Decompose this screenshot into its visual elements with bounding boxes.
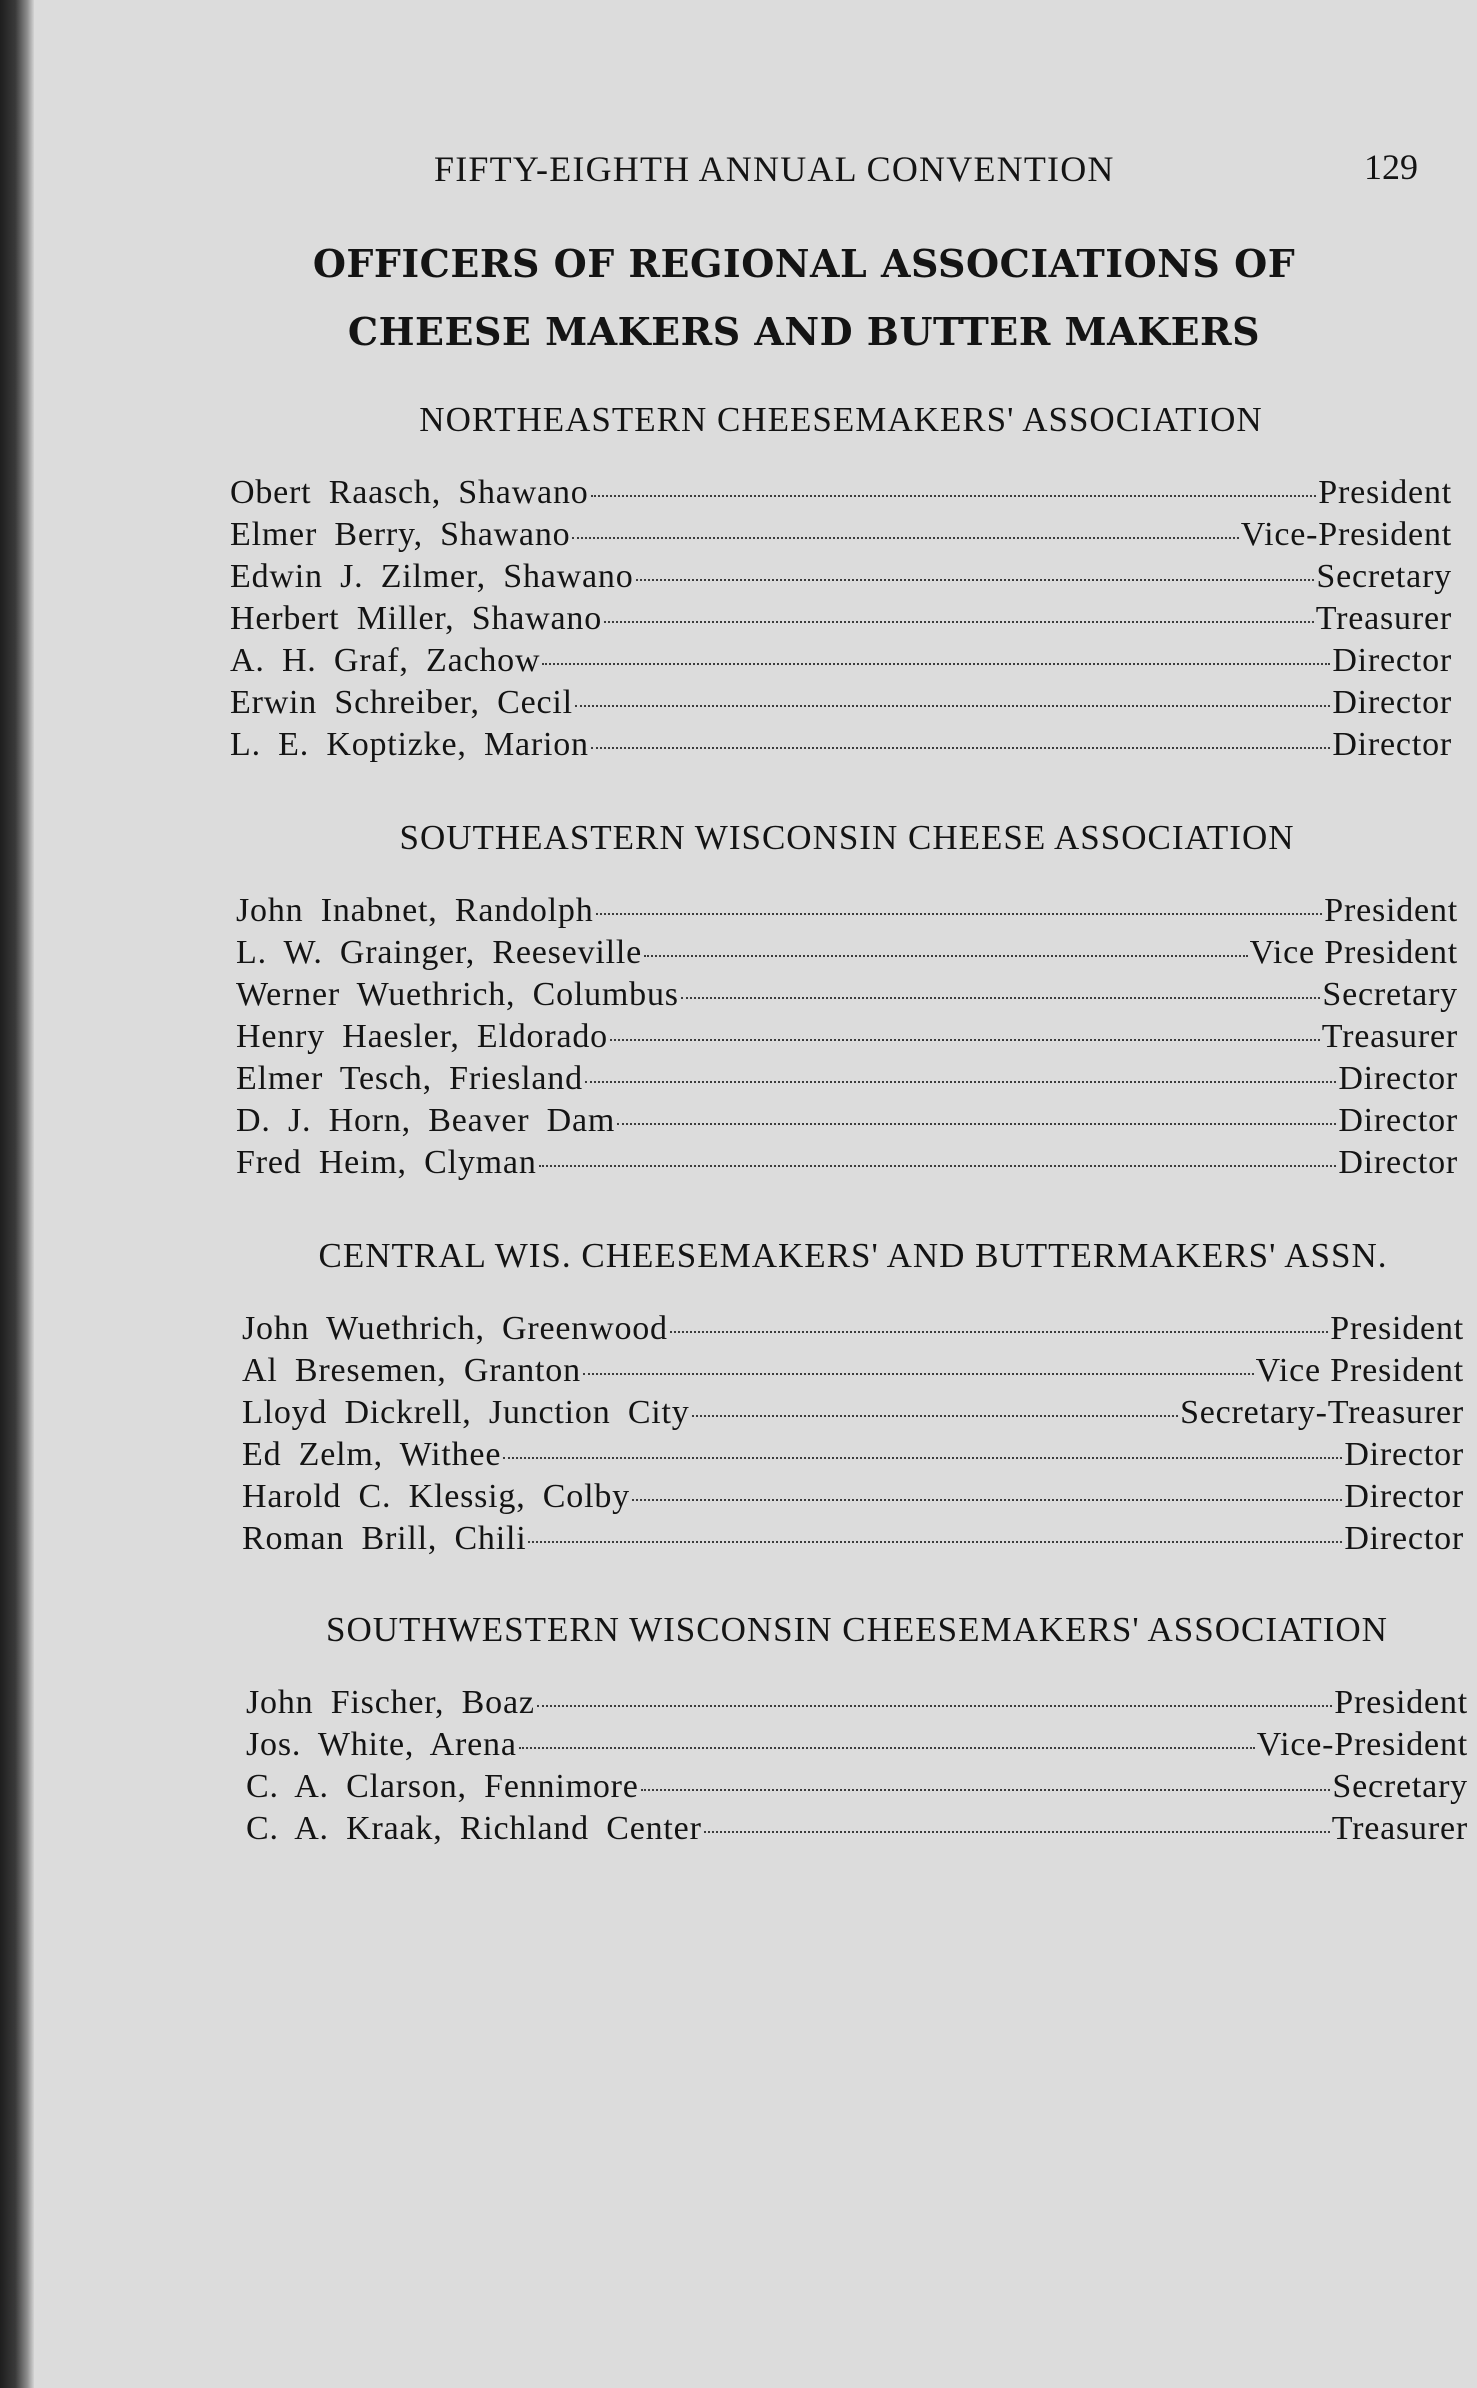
book-binding-shadow — [0, 0, 34, 2388]
officer-office: President — [1334, 1684, 1468, 1721]
officer-row — [236, 932, 1458, 974]
officer-office: Vice President — [1249, 934, 1458, 971]
association-name: CENTRAL WIS. CHEESEMAKERS' AND BUTTERMAKERS' ASSN. — [318, 1236, 1388, 1275]
officer-name: Obert Raasch, Shawano — [230, 474, 589, 511]
officer-office: Director — [1332, 684, 1452, 721]
officer-office: Director — [1344, 1436, 1464, 1473]
officer-list — [236, 890, 1458, 1184]
dot-leader — [644, 955, 1248, 957]
officer-name: L. W. Grainger, Reeseville — [236, 934, 642, 971]
officer-row — [236, 1016, 1458, 1058]
running-head: FIFTY-EIGHTH ANNUAL CONVENTION — [434, 149, 1115, 189]
officer-office: Secretary — [1316, 558, 1452, 595]
officer-row — [236, 1100, 1458, 1142]
officer-row — [230, 598, 1452, 640]
officer-office: Secretary-Treasurer — [1180, 1394, 1464, 1431]
officer-row — [230, 640, 1452, 682]
dot-leader — [537, 1705, 1333, 1707]
officer-name: Erwin Schreiber, Cecil — [230, 684, 573, 721]
dot-leader — [542, 663, 1330, 665]
officer-list — [242, 1308, 1464, 1560]
page-title-line-1: OFFICERS OF REGIONAL ASSOCIATIONS OF — [312, 241, 1296, 286]
officer-office: Treasurer — [1331, 1810, 1468, 1847]
association-central — [242, 1236, 1464, 1560]
dot-leader — [704, 1831, 1330, 1833]
officer-name: Harold C. Klessig, Colby — [242, 1478, 630, 1515]
officer-name: Edwin J. Zilmer, Shawano — [230, 558, 634, 595]
officer-row — [242, 1434, 1464, 1476]
officer-name: D. J. Horn, Beaver Dam — [236, 1102, 616, 1139]
officer-name: Fred Heim, Clyman — [236, 1144, 537, 1181]
officer-list — [230, 472, 1452, 766]
dot-leader — [692, 1415, 1178, 1417]
dot-leader — [610, 1039, 1320, 1041]
dot-leader — [585, 1081, 1336, 1083]
association-name: SOUTHEASTERN WISCONSIN CHEESE ASSOCIATION — [399, 818, 1295, 857]
officer-name: L. E. Koptizke, Marion — [230, 726, 589, 763]
officer-list — [246, 1682, 1468, 1850]
dot-leader — [596, 913, 1323, 915]
dot-leader — [575, 705, 1330, 707]
officer-office: Treasurer — [1315, 600, 1452, 637]
officer-row — [230, 514, 1452, 556]
officer-name: Lloyd Dickrell, Junction City — [242, 1394, 690, 1431]
officer-office: Director — [1332, 726, 1452, 763]
officer-row — [242, 1518, 1464, 1560]
association-name: SOUTHWESTERN WISCONSIN CHEESEMAKERS' ASSOCIATION — [326, 1610, 1388, 1649]
officer-name: C. A. Kraak, Richland Center — [246, 1810, 702, 1847]
dot-leader — [503, 1457, 1342, 1459]
officer-name: A. H. Graf, Zachow — [230, 642, 541, 679]
officer-office: Director — [1344, 1520, 1464, 1557]
officer-row — [236, 1058, 1458, 1100]
dot-leader — [604, 621, 1314, 623]
dot-leader — [591, 495, 1317, 497]
officer-row — [246, 1682, 1468, 1724]
dot-leader — [591, 747, 1330, 749]
page-title-line-2: CHEESE MAKERS AND BUTTER MAKERS — [347, 309, 1261, 354]
dot-leader — [539, 1165, 1337, 1167]
officer-office: Vice President — [1255, 1352, 1464, 1389]
officer-office: Vice-President — [1240, 516, 1452, 553]
officer-office: President — [1318, 474, 1452, 511]
officer-office: President — [1330, 1310, 1464, 1347]
officer-name: Herbert Miller, Shawano — [230, 600, 602, 637]
officer-office: Director — [1332, 642, 1452, 679]
dot-leader — [632, 1499, 1342, 1501]
officer-name: Elmer Berry, Shawano — [230, 516, 571, 553]
dot-leader — [617, 1123, 1336, 1125]
officer-row — [242, 1476, 1464, 1518]
dot-leader — [670, 1331, 1328, 1333]
book-page — [34, 0, 1477, 2388]
officer-row — [230, 556, 1452, 598]
page-title — [234, 230, 1374, 366]
dot-leader — [641, 1789, 1331, 1791]
officer-name: Ed Zelm, Withee — [242, 1436, 502, 1473]
dot-leader — [572, 537, 1238, 539]
dot-leader — [583, 1373, 1254, 1375]
officer-name: John Fischer, Boaz — [246, 1684, 535, 1721]
officer-office: President — [1324, 892, 1458, 929]
officer-office: Director — [1338, 1144, 1458, 1181]
page-number: 129 — [1364, 147, 1418, 187]
association-northeastern — [230, 400, 1452, 766]
officer-row — [236, 1142, 1458, 1184]
officer-row — [242, 1392, 1464, 1434]
officer-office: Secretary — [1322, 976, 1458, 1013]
officer-office: Secretary — [1332, 1768, 1468, 1805]
officer-name: John Inabnet, Randolph — [236, 892, 594, 929]
association-name: NORTHEASTERN CHEESEMAKERS' ASSOCIATION — [419, 400, 1263, 439]
association-southwestern — [246, 1610, 1468, 1850]
dot-leader — [519, 1747, 1255, 1749]
officer-name: Elmer Tesch, Friesland — [236, 1060, 583, 1097]
officer-name: John Wuethrich, Greenwood — [242, 1310, 668, 1347]
dot-leader — [636, 579, 1315, 581]
officer-row — [246, 1724, 1468, 1766]
officer-name: Al Bresemen, Granton — [242, 1352, 581, 1389]
officer-name: Henry Haesler, Eldorado — [236, 1018, 608, 1055]
officer-office: Treasurer — [1321, 1018, 1458, 1055]
officer-row — [242, 1308, 1464, 1350]
officer-name: C. A. Clarson, Fennimore — [246, 1768, 639, 1805]
officer-name: Jos. White, Arena — [246, 1726, 517, 1763]
officer-name: Roman Brill, Chili — [242, 1520, 527, 1557]
officer-office: Director — [1338, 1102, 1458, 1139]
officer-office: Director — [1338, 1060, 1458, 1097]
officer-row — [236, 890, 1458, 932]
officer-office: Director — [1344, 1478, 1464, 1515]
dot-leader — [528, 1541, 1342, 1543]
officer-name: Werner Wuethrich, Columbus — [236, 976, 679, 1013]
officer-row — [242, 1350, 1464, 1392]
officer-office: Vice-President — [1256, 1726, 1468, 1763]
officer-row — [246, 1766, 1468, 1808]
officer-row — [246, 1808, 1468, 1850]
officer-row — [230, 682, 1452, 724]
officer-row — [230, 724, 1452, 766]
officer-row — [236, 974, 1458, 1016]
officer-row — [230, 472, 1452, 514]
dot-leader — [681, 997, 1321, 999]
association-southeastern — [236, 818, 1458, 1184]
